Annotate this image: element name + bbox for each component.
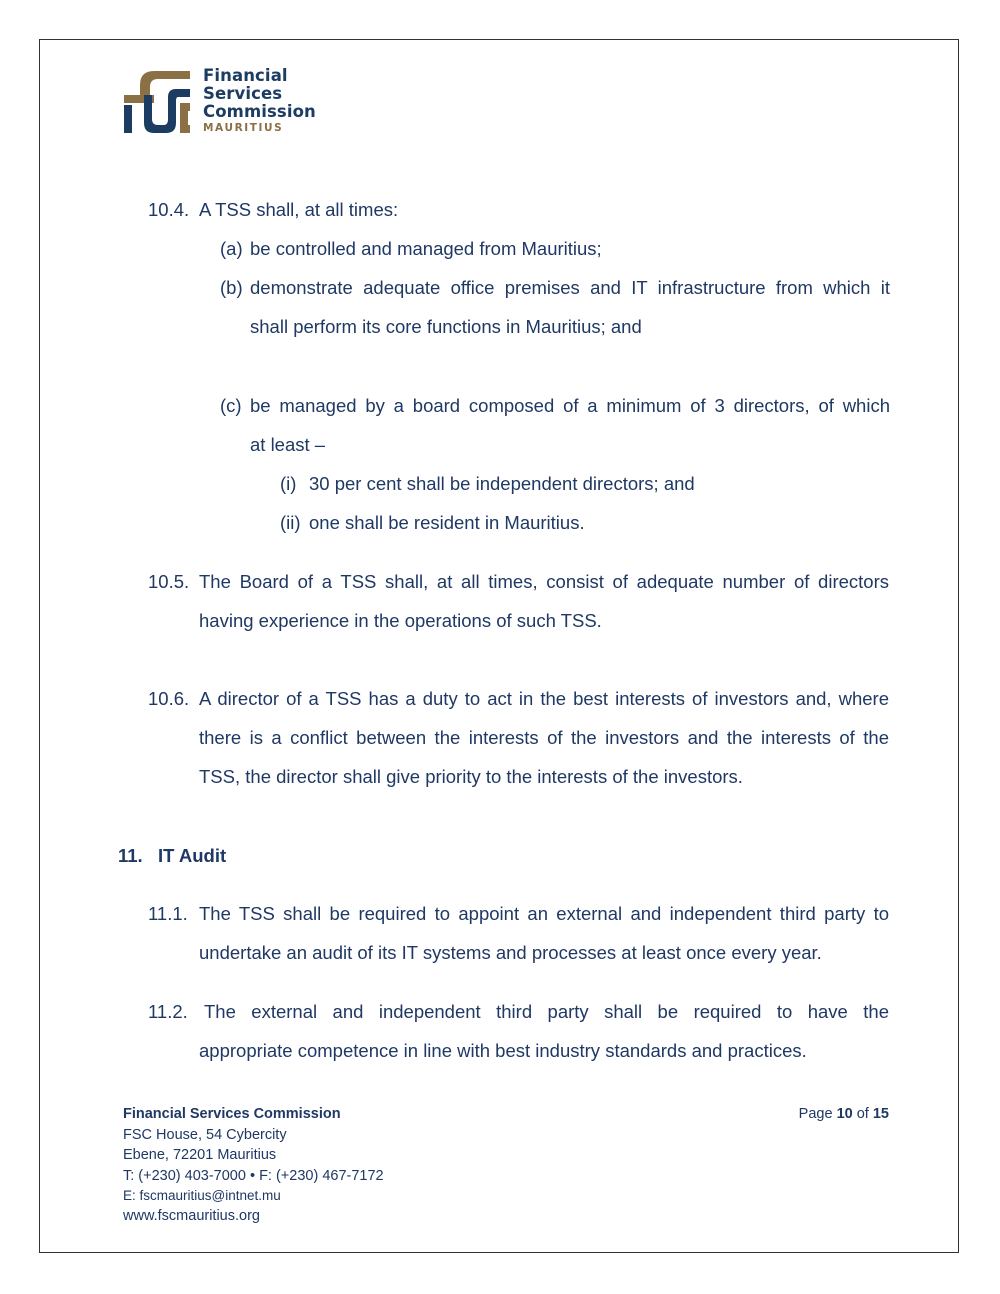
clause-10-4-ii-text: one shall be resident in Mauritius. (309, 512, 585, 533)
logo-line-commission: Commission (203, 102, 316, 121)
clause-11-1-line1: The TSS shall be required to appoint an external and independent third party to (199, 903, 889, 924)
page-border (39, 39, 959, 1253)
page-prefix: Page (798, 1106, 833, 1122)
clause-11-1-number: 11.1. (148, 903, 188, 924)
clause-10-5-number: 10.5. (148, 571, 190, 592)
clause-10-4-b-line2: shall perform its core functions in Mauritius; and (250, 316, 642, 337)
footer-email: E: fscmauritius@intnet.mu (123, 1188, 281, 1203)
clause-10-4-i-label: (i) (280, 473, 297, 494)
fsc-logo-icon (124, 67, 196, 135)
footer-org-name: Financial Services Commission (123, 1106, 341, 1122)
section-11-number: 11. (118, 845, 143, 866)
clause-10-4-b-line1: demonstrate adequate office premises and IT infrastructure from which it (250, 277, 890, 298)
page-number (799, 1104, 889, 1124)
clause-11-2-number: 11.2. (148, 1001, 188, 1022)
clause-10-5-line1: The Board of a TSS shall, at all times, consist of adequate number of directors (199, 571, 889, 592)
footer-address-line1: FSC House, 54 Cybercity (123, 1127, 287, 1143)
clause-10-4-c-line2: at least – (250, 434, 326, 455)
clause-10-4-c-line1: be managed by a board composed of a minimum of 3 directors, of which (250, 395, 890, 416)
clause-10-6-line2: there is a conflict between the interests of the investors and the interests of the (199, 727, 889, 748)
logo-line-financial: Financial (203, 66, 288, 85)
clause-10-6-line3: TSS, the director shall give priority to the interests of the investors. (199, 766, 743, 787)
clause-10-4-ii-label: (ii) (280, 512, 301, 533)
footer-website: www.fscmauritius.org (123, 1208, 260, 1224)
logo-wordmark (203, 67, 316, 135)
clause-10-4-number: 10.4. (148, 199, 190, 220)
fsc-logo (124, 67, 344, 137)
clause-10-4-c-label: (c) (220, 395, 242, 416)
clause-10-5-line2: having experience in the operations of such TSS. (199, 610, 602, 631)
logo-line-mauritius: MAURITIUS (203, 122, 284, 134)
footer-phone: T: (+230) 403-7000 • F: (+230) 467-7172 (123, 1168, 384, 1184)
clause-10-4-a-text: be controlled and managed from Mauritius; (250, 238, 602, 259)
clause-10-4-b-label: (b) (220, 277, 243, 298)
page-current: 10 (836, 1106, 853, 1122)
clause-10-4-text: A TSS shall, at all times: (199, 199, 399, 220)
page-of: of (856, 1106, 869, 1122)
footer-address-line2: Ebene, 72201 Mauritius (123, 1147, 277, 1163)
clause-11-2-line1: The external and independent third party shall be required to have the (204, 1001, 889, 1022)
clause-10-6-number: 10.6. (148, 688, 190, 709)
page-total: 15 (872, 1106, 889, 1122)
clause-11-1-line2: undertake an audit of its IT systems and processes at least once every year. (199, 942, 822, 963)
clause-10-4-i-text: 30 per cent shall be independent directors; and (309, 473, 695, 494)
logo-line-services: Services (203, 84, 283, 103)
clause-10-4-a-label: (a) (220, 238, 243, 259)
section-11-title: IT Audit (158, 845, 227, 866)
clause-10-6-line1: A director of a TSS has a duty to act in the best interests of investors and, where (199, 688, 889, 709)
clause-11-2-line2: appropriate competence in line with best industry standards and practices. (199, 1040, 807, 1061)
